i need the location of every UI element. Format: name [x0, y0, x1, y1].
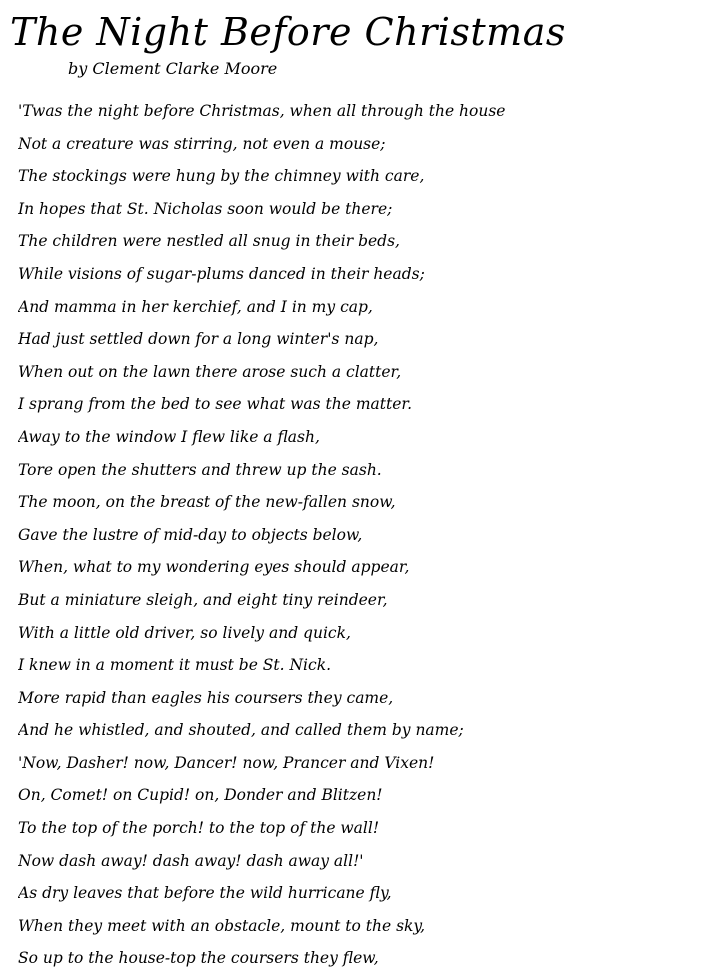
poem-line: On, Comet! on Cupid! on, Donder and Blitzen!: [18, 786, 383, 805]
poem-line: Now dash away! dash away! dash away all!': [18, 851, 364, 870]
poem-line: I sprang from the bed to see what was the matter.: [18, 395, 413, 414]
poem-line: 'Twas the night before Christmas, when all through the house: [18, 102, 506, 120]
poem-line: And mamma in her kerchief, and I in my cap,: [18, 297, 373, 316]
poem-body: [18, 95, 708, 975]
poem-line: The children were nestled all snug in their beds,: [18, 232, 400, 251]
poem-line: When, what to my wondering eyes should appear,: [18, 558, 410, 577]
poem-line: In hopes that St. Nicholas soon would be there;: [18, 199, 393, 218]
poem-line: To the top of the porch! to the top of the wall!: [18, 819, 380, 838]
poem-line: And he whistled, and shouted, and called them by name;: [18, 721, 464, 740]
poem-line: Not a creature was stirring, not even a mouse;: [18, 134, 386, 153]
poem-title: The Night Before Christmas: [10, 10, 566, 54]
poem-line: Gave the lustre of mid-day to objects below,: [18, 525, 363, 544]
poem-line: When out on the lawn there arose such a clatter,: [18, 362, 402, 381]
poem-line: I knew in a moment it must be St. Nick.: [18, 656, 332, 675]
poem-line: As dry leaves that before the wild hurricane fly,: [18, 884, 392, 903]
poem-line: When they meet with an obstacle, mount to the sky,: [18, 916, 426, 935]
author-byline: by Clement Clarke Moore: [68, 59, 278, 78]
poem-line: While visions of sugar-plums danced in their heads;: [18, 264, 425, 283]
poem-line: So up to the house-top the coursers they flew,: [18, 949, 379, 968]
poem-line: More rapid than eagles his coursers they came,: [18, 688, 394, 707]
poem-line: 'Now, Dasher! now, Dancer! now, Prancer and Vixen!: [18, 753, 435, 772]
poem-line: The moon, on the breast of the new-fallen snow,: [18, 493, 396, 512]
poem-line: Away to the window I flew like a flash,: [18, 427, 320, 446]
poem-line: With a little old driver, so lively and quick,: [18, 623, 351, 642]
poem-line: But a miniature sleigh, and eight tiny reindeer,: [18, 590, 388, 609]
poem-line: The stockings were hung by the chimney with care,: [18, 167, 425, 186]
poem-line: Had just settled down for a long winter's nap,: [18, 330, 379, 349]
poem-line: Tore open the shutters and threw up the sash.: [18, 460, 382, 479]
